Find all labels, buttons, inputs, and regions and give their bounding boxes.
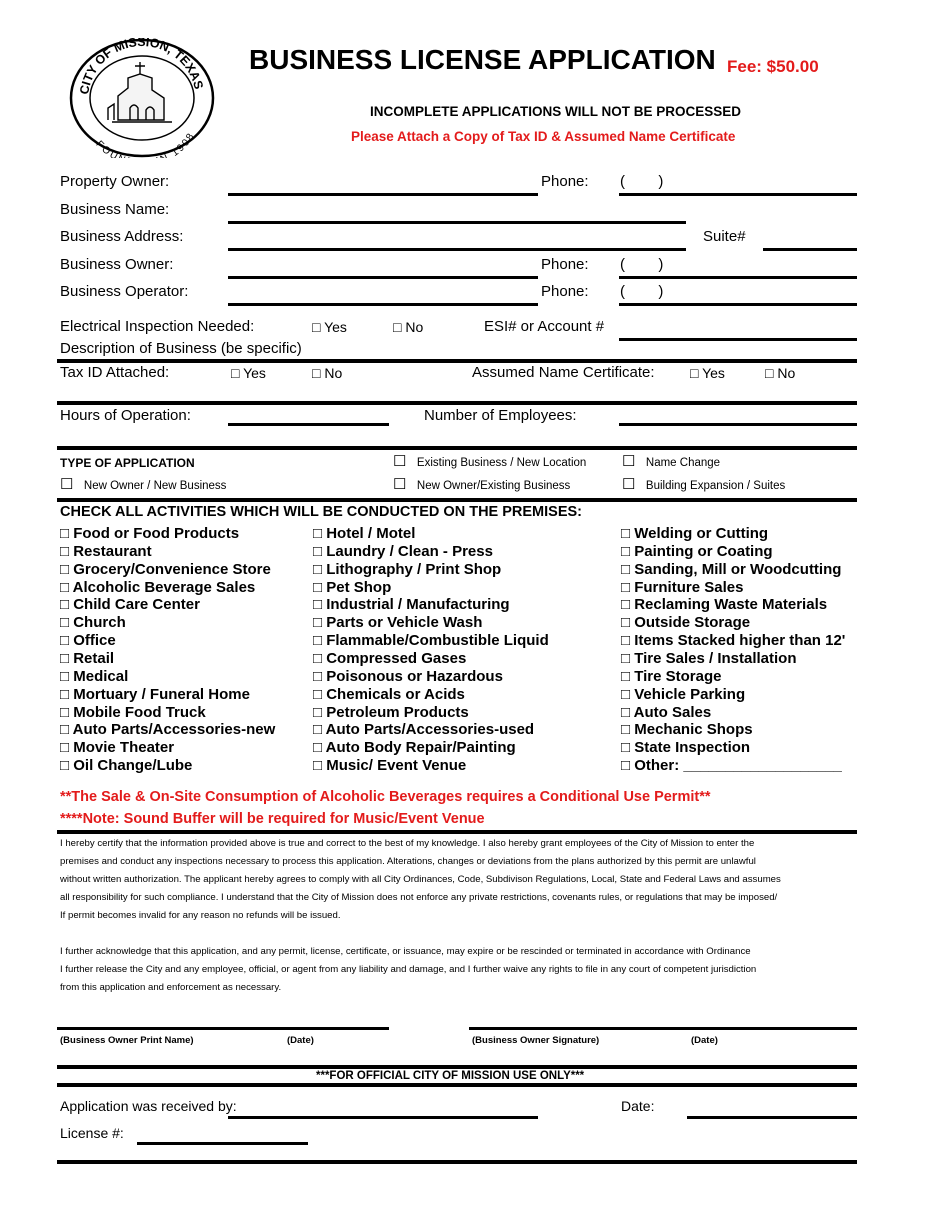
employees-field[interactable] [619,423,857,426]
activity-checkbox-item[interactable]: □ Oil Change/Lube [60,757,193,775]
received-by-label: Application was received by: [60,1098,237,1114]
divider-2 [57,446,857,450]
activity-checkbox-item[interactable]: □ Sanding, Mill or Woodcutting [621,560,842,578]
description-label: Description of Business (be specific) [60,340,302,357]
activity-checkbox-item[interactable]: □ Flammable/Combustible Liquid [313,632,549,650]
app-type-new-owner-existing-business[interactable] [393,475,570,494]
activity-checkbox-item[interactable]: □ Movie Theater [60,739,175,757]
activity-checkbox-item[interactable]: □ Retail [60,649,115,667]
operator-phone-parens: ( ) [620,283,664,300]
legal-line: without written authorization. The applicant hereby agrees to comply with all City Ordinances, Code, Subdivison Regulations, Local, State and Federal Laws and assumes [60,874,781,885]
divider-5 [57,1065,857,1069]
app-type-name-change[interactable] [622,452,720,471]
activity-checkbox-item[interactable]: □ Child Care Center [60,596,200,614]
activity-checkbox-item[interactable]: □ Lithography / Print Shop [313,560,502,578]
option-label: Building Expansion / Suites [645,480,786,492]
operator-phone-label: Phone: [541,283,589,300]
activity-checkbox-item[interactable]: □ Tire Storage [621,667,722,685]
property-owner-label: Property Owner: [60,173,170,190]
activities-heading: CHECK ALL ACTIVITIES WHICH WILL BE CONDUCTED ON THE PREMISES: [60,504,583,520]
app-type-existing-business-new-location[interactable] [393,452,586,471]
activity-checkbox-item[interactable]: □ Petroleum Products [313,703,469,721]
business-operator-field[interactable] [228,303,538,306]
suite-label: Suite# [703,228,746,245]
assumed-name-label: Assumed Name Certificate: [472,364,655,381]
legal-line: from this application and enforcement as necessary. [60,982,282,993]
phone-parens: ( ) [620,173,664,190]
employees-label: Number of Employees: [424,407,577,424]
divider-4 [57,830,857,834]
divider-3 [57,498,857,502]
electrical-no-checkbox[interactable]: □ No [393,319,424,335]
legal-line: premises and conduct any inspections necessary to process this application. Alterations, changes or deviations from the plans authorized by this permit are unlawful [60,856,756,867]
business-operator-phone-field[interactable] [619,303,857,306]
activity-checkbox-item[interactable]: □ Chemicals or Acids [313,685,465,703]
esi-field[interactable] [619,338,857,341]
alcohol-permit-note: **The Sale & On-Site Consumption of Alcoholic Beverages requires a Conditional Use Permit** [60,789,711,805]
signature-date-label: (Date) [691,1035,718,1046]
activity-checkbox-item[interactable]: □ Mortuary / Funeral Home [60,685,250,703]
activity-checkbox-item[interactable]: □ Auto Parts/Accessories-new [60,721,276,739]
electrical-label: Electrical Inspection Needed: [60,318,255,335]
activity-checkbox-item[interactable]: □ Items Stacked higher than 12' [621,632,846,650]
seal-top-text: CITY OF MISSION, TEXAS [77,38,206,96]
activity-checkbox-item[interactable]: □ Church [60,614,126,632]
activity-checkbox-item[interactable]: □ Outside Storage [621,614,751,632]
suite-field[interactable] [763,248,857,251]
hours-label: Hours of Operation: [60,407,191,424]
property-owner-field[interactable] [228,193,538,196]
activity-checkbox-item[interactable]: □ Compressed Gases [313,649,467,667]
divider-1 [57,401,857,405]
tax-id-yes-checkbox[interactable]: □ Yes [231,365,266,381]
activity-checkbox-item[interactable]: □ Auto Parts/Accessories-used [313,721,535,739]
activity-checkbox-item[interactable]: □ Tire Sales / Installation [621,649,797,667]
divider-6 [57,1083,857,1087]
electrical-yes-checkbox[interactable]: □ Yes [312,319,347,335]
app-type-new-owner-new-business[interactable] [60,475,226,494]
activity-checkbox-item[interactable]: □ Parts or Vehicle Wash [313,614,483,632]
activity-checkbox-item[interactable]: □ Pet Shop [313,578,392,596]
checkbox-icon: ☐ [622,476,636,493]
owner-phone-label: Phone: [541,256,589,273]
phone-label: Phone: [541,173,589,190]
legal-line: If permit becomes invalid for any reason no refunds will be issued. [60,910,341,921]
mission-church-icon [108,62,172,122]
checkbox-icon: ☐ [393,476,407,493]
activity-checkbox-item[interactable]: □ Mechanic Shops [621,721,753,739]
business-name-field[interactable] [228,221,686,224]
incomplete-notice: INCOMPLETE APPLICATIONS WILL NOT BE PROCESSED [370,104,742,119]
application-type-heading: TYPE OF APPLICATION [60,456,195,470]
property-owner-phone-field[interactable] [619,193,857,196]
sound-buffer-note: ****Note: Sound Buffer will be required for Music/Event Venue [60,811,485,827]
print-date-label: (Date) [287,1035,314,1046]
legal-line: I hereby certify that the information provided above is true and correct to the best of my knowledge. I also hereby grant employees of the City of Mission to enter the [60,838,755,849]
activity-checkbox-item[interactable]: □ Industrial / Manufacturing [313,596,510,614]
received-by-field[interactable] [228,1116,538,1119]
signature-label: (Business Owner Signature) [472,1035,600,1046]
owner-phone-parens: ( ) [620,256,664,273]
activity-checkbox-item[interactable]: □ Office [60,632,116,650]
option-label: New Owner / New Business [83,480,227,492]
activity-checkbox-item[interactable]: □ Welding or Cutting [621,525,769,542]
official-date-label: Date: [621,1098,655,1114]
legal-line: I further acknowledge that this application, and any permit, license, certificate, or issuance, may expire or be rescinded or terminated in accordance with Ordinance [60,946,751,957]
business-owner-field[interactable] [228,276,538,279]
legal-line: I further release the City and any employee, official, or agent from any liability and damage, and I further waive any rights to file in any court of competent jurisdiction [60,964,757,975]
attach-notice: Please Attach a Copy of Tax ID & Assumed Name Certificate [351,129,736,144]
checkbox-icon: ☐ [393,453,407,470]
option-label: Name Change [645,457,721,469]
license-number-label: License #: [60,1125,124,1141]
activity-checkbox-item[interactable]: □ Auto Sales [621,703,712,721]
print-name-label: (Business Owner Print Name) [60,1035,194,1046]
page-title: BUSINESS LICENSE APPLICATION [249,44,716,75]
checkbox-icon: ☐ [60,476,74,493]
activity-checkbox-item[interactable]: □ State Inspection [621,739,751,757]
license-number-field[interactable] [137,1142,308,1145]
activity-checkbox-item[interactable]: □ Laundry / Clean - Press [313,542,493,560]
description-field[interactable] [57,359,857,363]
assumed-yes-checkbox[interactable]: □ Yes [690,365,725,381]
print-name-field[interactable] [57,1027,389,1030]
official-use-heading: ***FOR OFFICIAL CITY OF MISSION USE ONLY*** [316,1070,585,1082]
esi-label: ESI# or Account # [484,318,605,335]
app-type-building-expansion[interactable] [622,475,785,494]
divider-bottom [57,1160,857,1164]
activity-checkbox-item[interactable]: □ Auto Body Repair/Painting [313,739,516,757]
hours-field[interactable] [228,423,389,426]
activity-checkbox-item[interactable]: □ Other: ___________________ [621,757,842,775]
activity-checkbox-item[interactable]: □ Restaurant [60,542,152,560]
activity-checkbox-item[interactable]: □ Food or Food Products [60,525,240,542]
city-seal [68,38,216,158]
seal-bottom-text: FOU 1908 [93,130,198,158]
assumed-no-checkbox[interactable]: □ No [765,365,796,381]
activity-checkbox-item[interactable]: □ Painting or Coating [621,542,773,560]
activity-checkbox-item[interactable]: □ Alcoholic Beverage Sales [60,578,256,596]
activity-checkbox-item[interactable]: □ Hotel / Motel [313,525,416,542]
fee-label: Fee: $50.00 [727,57,819,76]
activity-checkbox-item[interactable]: □ Vehicle Parking [621,685,746,703]
activity-checkbox-item[interactable]: □ Music/ Event Venue [313,757,467,775]
legal-line: all responsibility for such compliance. I understand that the City of Mission does not enforce any private restrictions, covenants rules, or regulations that may be imposed/ [60,892,778,903]
signature-field[interactable] [469,1027,857,1030]
activity-checkbox-item[interactable]: □ Grocery/Convenience Store [60,560,271,578]
business-owner-phone-field[interactable] [619,276,857,279]
tax-id-no-checkbox[interactable]: □ No [312,365,343,381]
option-label: Existing Business / New Location [416,457,587,469]
activity-checkbox-item[interactable]: □ Mobile Food Truck [60,703,206,721]
business-owner-label: Business Owner: [60,256,174,273]
tax-id-label: Tax ID Attached: [60,364,170,381]
activity-checkbox-item[interactable]: □ Reclaming Waste Materials [621,596,828,614]
official-date-field[interactable] [687,1116,857,1119]
business-address-field[interactable] [228,248,686,251]
activity-checkbox-item[interactable]: □ Poisonous or Hazardous [313,667,503,685]
option-label: New Owner/Existing Business [416,480,571,492]
activity-checkbox-item[interactable]: □ Medical [60,667,129,685]
checkbox-icon: ☐ [622,453,636,470]
business-operator-label: Business Operator: [60,283,189,300]
business-address-label: Business Address: [60,228,184,245]
business-name-label: Business Name: [60,201,170,218]
activity-checkbox-item[interactable]: □ Furniture Sales [621,578,744,596]
